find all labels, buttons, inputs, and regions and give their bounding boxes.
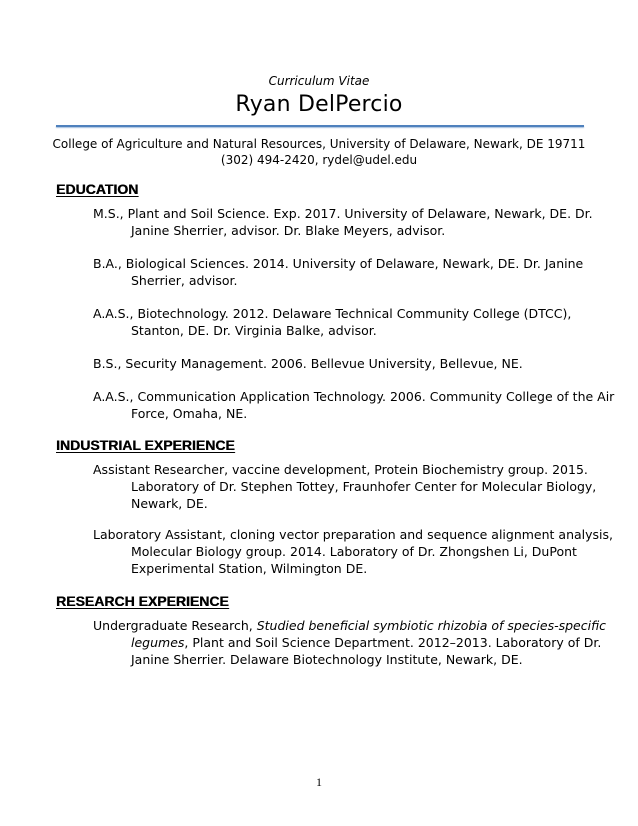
education-entry-aas-biotech: A.A.S., Biotechnology. 2012. Delaware Technical Community College (DTCC), Stanton, DE. Dr. Virginia Balke, advisor. — [93, 306, 572, 338]
contact-address: College of Agriculture and Natural Resources, University of Delaware, Newark, DE 19711 — [52, 137, 586, 151]
header-divider — [56, 125, 584, 127]
industrial-entry-fraunhofer: Assistant Researcher, vaccine development, Protein Biochemistry group. 2015. Laboratory of Dr. Stephen Tottey, Fraunhofer Center for Molecular Biology, Newark, DE. — [93, 462, 597, 511]
industrial-entry-dupont: Laboratory Assistant, cloning vector preparation and sequence alignment analysis, Molecular Biology group. 2014. Laboratory of Dr. Zhongshen Li, DuPont Experimental Station, Wilmington DE. — [93, 527, 614, 576]
education-entry-aas-comm: A.A.S., Communication Application Technology. 2006. Community College of the Air Force, Omaha, NE. — [93, 389, 615, 421]
cv-subtitle: Curriculum Vitae — [268, 74, 370, 88]
research-entry-undergrad — [93, 617, 621, 668]
contact-phone-email: (302) 494-2420, rydel@udel.edu — [220, 153, 418, 167]
research-details: , Plant and Soil Science Department. 2012–2013. Laboratory of Dr. Janine Sherrier. Delaware Biotechnology Institute, Newark, DE. — [131, 635, 602, 667]
education-heading: EDUCATION — [56, 181, 139, 197]
education-entry-ms: M.S., Plant and Soil Science. Exp. 2017. University of Delaware, Newark, DE. Dr. Janine Sherrier, advisor. Dr. Blake Meyers, advisor. — [93, 206, 593, 238]
research-role: Undergraduate Research, — [93, 618, 257, 633]
page-number: 1 — [316, 775, 322, 789]
education-entry-ba: B.A., Biological Sciences. 2014. University of Delaware, Newark, DE. Dr. Janine Sherrier, advisor. — [93, 256, 584, 288]
research-project-title: Studied beneficial symbiotic rhizobia of species-specific legumes — [131, 618, 607, 650]
research-heading: RESEARCH EXPERIENCE — [56, 593, 229, 609]
industrial-heading: INDUSTRIAL EXPERIENCE — [56, 437, 235, 453]
education-entry-bs: B.S., Security Management. 2006. Bellevue University, Bellevue, NE. — [93, 356, 523, 371]
candidate-name: Ryan DelPercio — [235, 92, 403, 117]
